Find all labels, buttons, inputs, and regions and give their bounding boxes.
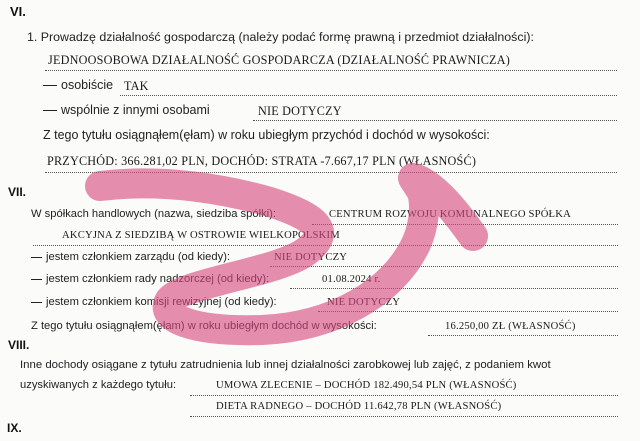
- section-vi-income-answer: PRZYCHÓD: 366.281,02 PLN, DOCHÓD: STRATA -7.667,17 PLN (WŁASNOŚĆ): [47, 154, 477, 168]
- dash-marker: [31, 302, 42, 303]
- section-vi-income-label: Z tego tytułu osiągnąłem(ęłam) w roku ubiegłym przychód i dochód w wysokości:: [43, 128, 490, 142]
- companies-answer-line-1: CENTRUM ROZWOJU KOMUNALNEGO SPÓŁKA: [329, 209, 571, 220]
- supervisory-board-answer: 01.08.2024 r.: [322, 274, 381, 285]
- section-vi-number: VI.: [10, 4, 26, 19]
- dash-marker: [31, 279, 42, 280]
- business-form-answer: JEDNOOSOBOWA DZIAŁALNOŚĆ GOSPODARCZA (DZIAŁALNOŚĆ PRAWNICZA): [48, 53, 510, 67]
- board-answer: NIE DOTYCZY: [274, 252, 348, 263]
- dotted-line: [312, 224, 618, 225]
- dotted-line: [190, 416, 618, 417]
- dotted-line: [270, 266, 618, 267]
- section-ix-number: IX.: [7, 421, 22, 435]
- dotted-line: [45, 172, 617, 173]
- other-income-answer-1: UMOWA ZLECENIE – DOCHÓD 182.490,54 PLN (WŁASNOŚĆ): [216, 380, 517, 391]
- personally-label: osobiście: [43, 78, 113, 92]
- audit-committee-label: jestem członkiem komisji rewizyjnej (od kiedy):: [31, 296, 277, 308]
- dash-marker: [43, 110, 57, 111]
- dotted-line: [253, 120, 617, 121]
- audit-committee-answer: NIE DOTYCZY: [327, 297, 401, 308]
- dotted-line: [45, 70, 617, 71]
- dotted-line: [120, 95, 617, 96]
- board-label: jestem członkiem zarządu (od kiedy):: [31, 251, 230, 263]
- companies-answer-line-2: AKCYJNA Z SIEDZIBĄ W OSTROWIE WIELKOPOLSKIM: [62, 230, 340, 241]
- section-viii-number: VIII.: [8, 338, 30, 352]
- section-vii-number: VII.: [8, 185, 27, 199]
- section-vii-income-label: Z tego tytułu osiągnąłem(ęłam) w roku ubiegłym dochód w wysokości:: [31, 320, 377, 332]
- dotted-line: [190, 395, 618, 396]
- dotted-line: [318, 311, 618, 312]
- dash-marker: [31, 257, 42, 258]
- dotted-line: [290, 288, 618, 289]
- personally-answer: TAK: [124, 79, 149, 93]
- dotted-line: [428, 335, 618, 336]
- jointly-label: wspólnie z innymi osobami: [43, 103, 210, 117]
- section-vii-income-answer: 16.250,00 ZŁ (WŁASNOŚĆ): [445, 321, 576, 332]
- companies-label: W spółkach handlowych (nazwa, siedziba spółki):: [31, 208, 276, 220]
- dotted-line: [33, 245, 618, 246]
- section-vi-question-1: 1. Prowadzę działalność gospodarczą (należy podać formę prawną i przedmiot działalności):: [27, 30, 534, 44]
- jointly-answer: NIE DOTYCZY: [258, 104, 342, 118]
- other-income-label-1: Inne dochody osiągane z tytułu zatrudnienia lub innej działalności zarobkowej lub zajęć, z podaniem kwot: [20, 359, 551, 371]
- other-income-label-2: uzyskiwanych z każdego tytułu:: [20, 379, 177, 391]
- other-income-answer-2: DIETA RADNEGO – DOCHÓD 11.642,78 PLN (WŁASNOŚĆ): [216, 401, 502, 412]
- dash-marker: [43, 85, 57, 86]
- supervisory-board-label: jestem członkiem rady nadzorczej (od kiedy):: [31, 273, 269, 285]
